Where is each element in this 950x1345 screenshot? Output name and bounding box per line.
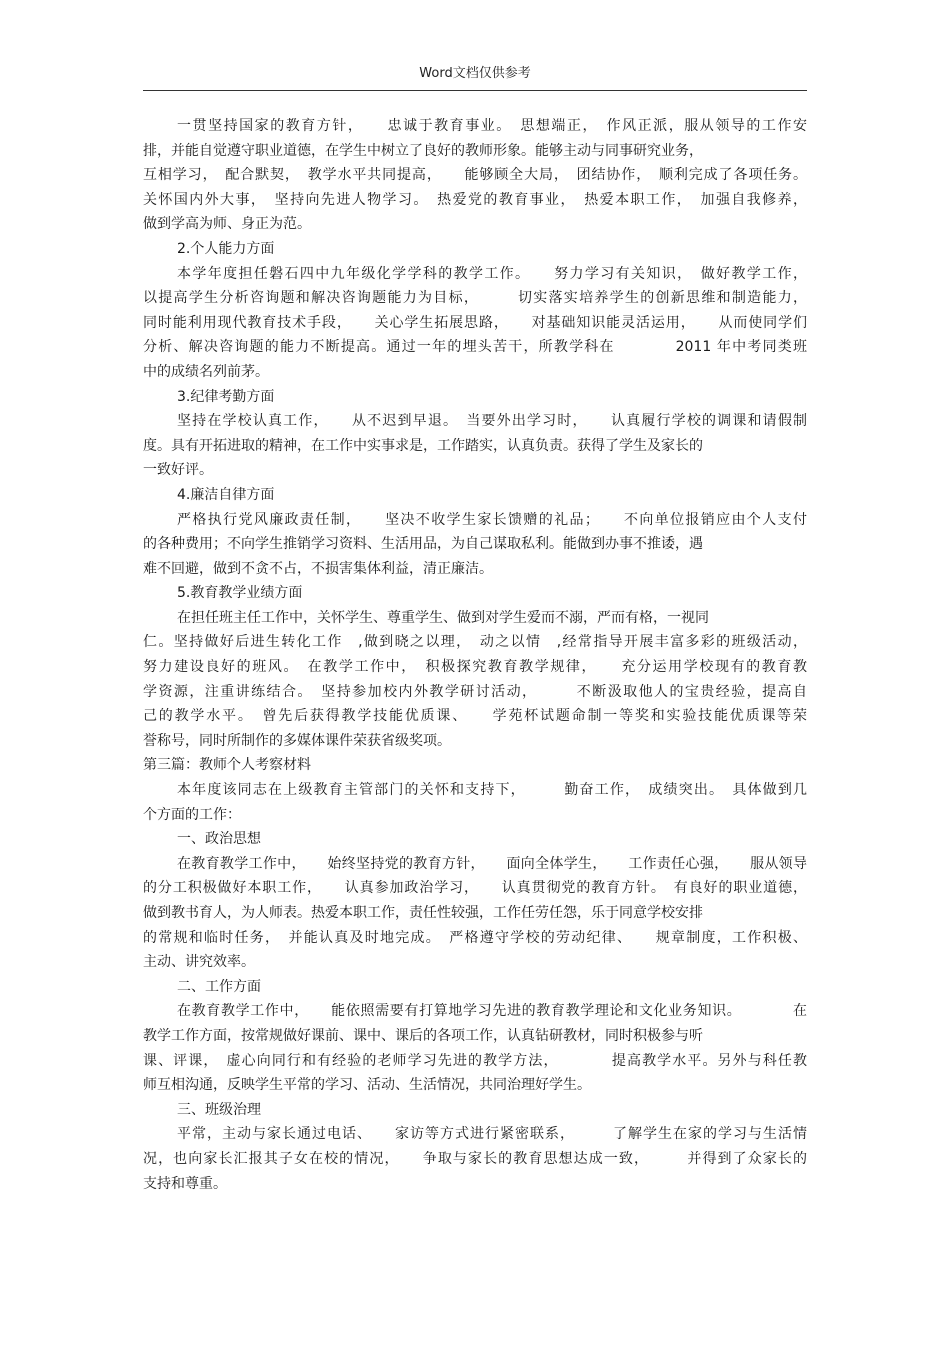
text-line: 坚持在学校认真工作， 从不迟到早退。 当要外出学习时， 认真履行学校的调课和请假制 <box>177 413 807 430</box>
text-line: 主动、讲究效率。 <box>143 954 255 971</box>
page-header: Word文档仅供参考 <box>419 66 531 81</box>
text-line: 难不回避，做到不贪不占，不损害集体利益，清正廉洁。 <box>143 560 493 577</box>
text-line: 己的教学水平。 曾先后获得教学技能优质课、 学苑杯试题命制一等奖和实验技能优质课等荣 <box>143 708 807 725</box>
text-line: 在教育教学工作中， 能依照需要有打算地学习先进的教育教学理论和文化业务知识。 在 <box>177 1003 807 1020</box>
text-line: 一致好评。 <box>143 462 213 479</box>
text-line: 分析、解决咨询题的能力不断提高。通过一年的埋头苦干，所教学科在 2011 年中考同类班 <box>143 339 807 356</box>
text-line: 严格执行党风廉政责任制， 坚决不收学生家长馈赠的礼品； 不向单位报销应由个人支付 <box>177 511 807 528</box>
text-line: 二、工作方面 <box>177 978 261 995</box>
header-divider <box>143 90 807 91</box>
text-line: 在教育教学工作中， 始终坚持党的教育方针， 面向全体学生， 工作责任心强， 服从领导 <box>177 855 807 872</box>
text-line: 5.教育教学业绩方面 <box>177 585 303 602</box>
text-line: 本年度该同志在上级教育主管部门的关怀和支持下， 勤奋工作， 成绩突出。 具体做到几 <box>177 782 807 799</box>
text-line: 况，也向家长汇报其子女在校的情况， 争取与家长的教育思想达成一致， 并得到了众家长的 <box>143 1150 807 1167</box>
document-body <box>143 114 807 1196</box>
text-line: 三、班级治理 <box>177 1101 261 1118</box>
text-line: 的常规和临时任务， 并能认真及时地完成。 严格遵守学校的劳动纪律、 规章制度，工作积极、 <box>143 929 807 946</box>
text-line: 誉称号，同时所制作的多媒体课件荣获省级奖项。 <box>143 732 451 749</box>
text-line: 做到学高为师、身正为范。 <box>143 216 311 233</box>
text-line: 关怀国内外大事， 坚持向先进人物学习。 热爱党的教育事业， 热爱本职工作， 加强自我修养， <box>143 191 807 208</box>
text-line: 仁。坚持做好后进生转化工作 ,做到晓之以理， 动之以情 ,经常指导开展丰富多彩的班级活动， <box>143 634 807 651</box>
text-line: 本学年度担任磐石四中九年级化学学科的教学工作。 努力学习有关知识， 做好教学工作， <box>177 265 807 282</box>
text-line: 一贯坚持国家的教育方针， 忠诚于教育事业。 思想端正， 作风正派，服从领导的工作安 <box>177 118 807 134</box>
text-line: 努力建设良好的班风。 在教学工作中， 积极探究教育教学规律， 充分运用学校现有的教育教 <box>143 659 807 676</box>
text-line: 中的成绩名列前茅。 <box>143 363 269 380</box>
text-line: 排，并能自觉遵守职业道德，在学生中树立了良好的教师形象。能够主动与同事研究业务， <box>143 142 703 159</box>
text-line: 师互相沟通，反映学生平常的学习、活动、生活情况，共同治理好学生。 <box>143 1077 591 1094</box>
text-line: 度。具有开拓进取的精神，在工作中实事求是，工作踏实，认真负责。获得了学生及家长的 <box>143 437 703 454</box>
text-line: 互相学习， 配合默契， 教学水平共同提高， 能够顾全大局， 团结协作， 顺利完成了各项任务。 <box>143 167 807 184</box>
text-line: 同时能利用现代教育技术手段， 关心学生拓展思路， 对基础知识能灵活运用， 从而使同学们 <box>143 314 807 331</box>
text-line: 平常，主动与家长通过电话、 家访等方式进行紧密联系， 了解学生在家的学习与生活情 <box>177 1126 807 1143</box>
text-line: 个方面的工作： <box>143 806 241 823</box>
text-line: 2.个人能力方面 <box>177 240 275 257</box>
text-line: 教学工作方面，按常规做好课前、课中、课后的各项工作，认真钻研教材，同时积极参与听 <box>143 1027 703 1044</box>
text-line: 的各种费用；不向学生推销学习资料、生活用品，为自己谋取私利。能做到办事不推诿，遇 <box>143 536 703 553</box>
text-line: 4.廉洁自律方面 <box>177 486 275 503</box>
text-line: 课、评课， 虚心向同行和有经验的老师学习先进的教学方法， 提高教学水平。另外与科任教 <box>143 1052 807 1069</box>
text-line: 在担任班主任工作中，关怀学生、尊重学生、做到对学生爱而不溺，严而有格，一视同 <box>177 609 709 626</box>
text-line: 以提高学生分析咨询题和解决咨询题能力为目标， 切实落实培养学生的创新思维和制造能力， <box>143 290 807 307</box>
text-line: 3.纪律考勤方面 <box>177 388 275 405</box>
text-line: 做到教书育人，为人师表。热爱本职工作，责任性较强，工作任劳任怨，乐于同意学校安排 <box>143 905 703 921</box>
text-line: 一、政治思想 <box>177 831 261 848</box>
text-line: 第三篇：教师个人考察材料 <box>143 757 311 774</box>
text-line: 支持和尊重。 <box>143 1175 227 1192</box>
text-line: 的分工积极做好本职工作， 认真参加政治学习， 认真贯彻党的教育方针。 有良好的职业道德， <box>143 880 807 897</box>
text-line: 学资源，注重讲练结合。 坚持参加校内外教学研讨活动， 不断汲取他人的宝贵经验，提高自 <box>143 683 807 700</box>
